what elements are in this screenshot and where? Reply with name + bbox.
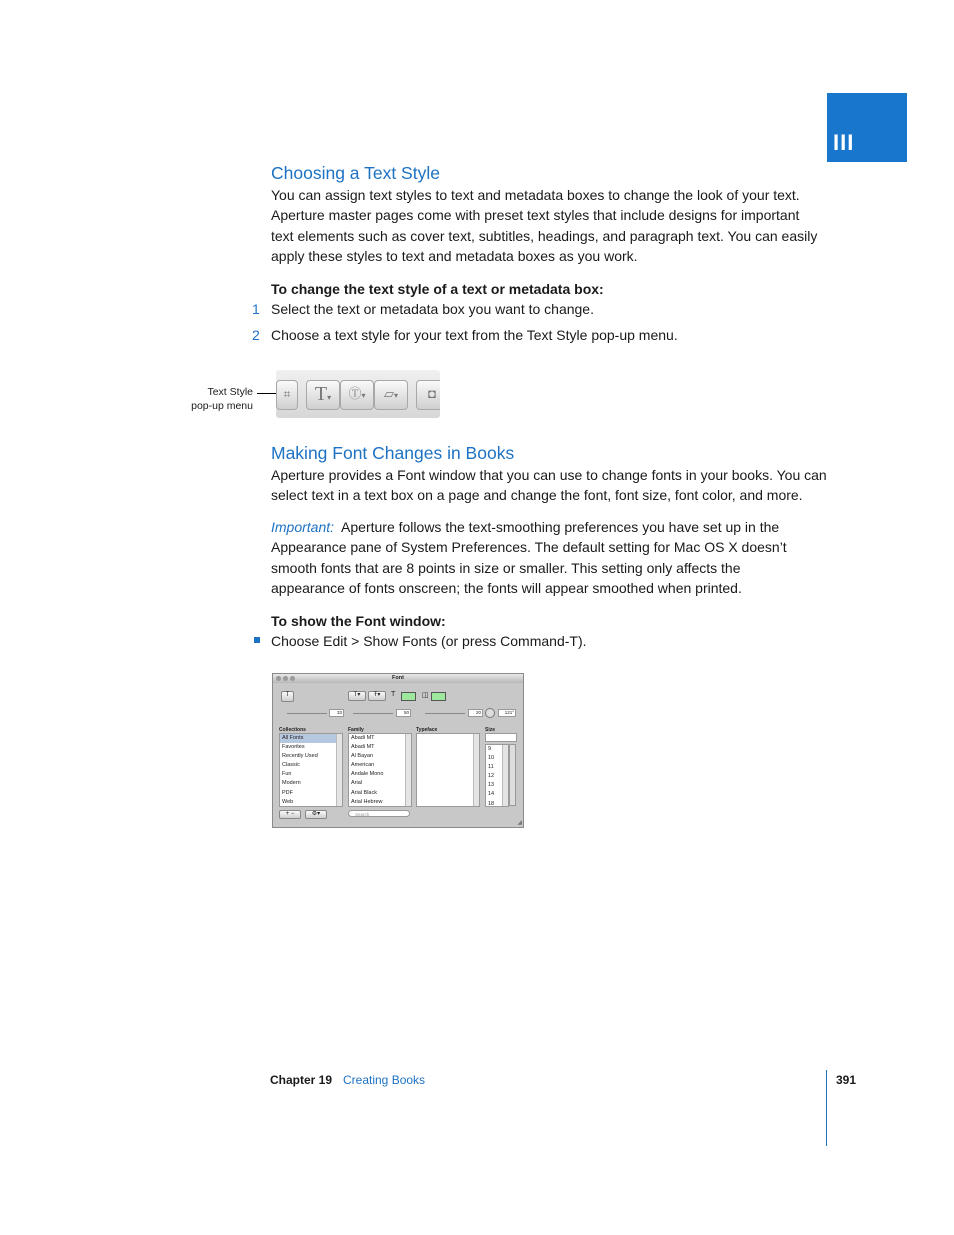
collections-list[interactable] xyxy=(279,733,343,807)
list-item[interactable]: 13 xyxy=(488,782,495,789)
list-item[interactable]: 9 xyxy=(488,746,492,752)
photo-box-icon[interactable]: ◘ xyxy=(416,380,440,410)
close-icon[interactable] xyxy=(276,676,281,681)
list-item[interactable]: 11 xyxy=(488,764,494,771)
paragraph-line: You can assign text styles to text and metadata boxes to change the look of your text. xyxy=(271,187,800,203)
paragraph-line: text elements such as cover text, subtitles, headings, and paragraph text. You can easily xyxy=(271,227,818,244)
scrollbar[interactable] xyxy=(336,734,342,806)
important-label: Important: xyxy=(271,519,335,535)
scrollbar[interactable] xyxy=(473,734,479,806)
list-item[interactable]: 18 xyxy=(488,800,495,807)
list-item[interactable]: PDF xyxy=(282,789,293,796)
shadow-angle-dial[interactable] xyxy=(485,708,495,718)
search-input[interactable]: Search xyxy=(348,810,410,817)
important-line: Aperture follows the text-smoothing preferences you have set up in the xyxy=(341,519,780,535)
list-item[interactable]: Favorites xyxy=(282,744,305,751)
shadow-blur-slider[interactable] xyxy=(353,713,393,714)
typeface-header: Typeface xyxy=(416,727,438,733)
shadow-offset-field[interactable]: 20 xyxy=(468,709,483,717)
minimize-icon[interactable] xyxy=(283,676,288,681)
zoom-icon[interactable] xyxy=(290,676,295,681)
font-window-titlebar xyxy=(273,674,523,683)
underline-popup-icon[interactable]: T▾ xyxy=(348,691,366,701)
step-text: Choose a text style for your text from the Text Style pop-up menu. xyxy=(271,327,678,343)
list-item[interactable]: 10 xyxy=(488,755,495,762)
action-menu-icon[interactable]: ⚙▾ xyxy=(305,810,327,819)
chapter-tab-label: III xyxy=(833,130,855,155)
size-list[interactable] xyxy=(485,744,509,807)
font-window xyxy=(272,673,524,828)
text-color-icon[interactable]: T xyxy=(391,691,396,698)
list-item[interactable]: Fun xyxy=(282,771,292,778)
list-item[interactable]: Abadi MT xyxy=(351,744,375,751)
family-list[interactable] xyxy=(348,733,412,807)
list-item[interactable]: 14 xyxy=(488,791,495,798)
document-color-icon[interactable]: ◫ xyxy=(422,692,429,699)
shadow-blur-field[interactable]: 50 xyxy=(396,709,411,717)
size-header: Size xyxy=(485,727,496,733)
text-box-icon[interactable]: ⌗ xyxy=(276,380,298,410)
text-style-popup-icon[interactable]: T▾ xyxy=(306,380,340,410)
text-shadow-icon[interactable]: T xyxy=(281,691,294,702)
shadow-angle-field[interactable]: 121° xyxy=(498,709,516,717)
image-box-icon[interactable]: ▱▾ xyxy=(374,380,408,410)
list-item[interactable]: Arial Hebrew xyxy=(351,798,383,805)
size-slider[interactable] xyxy=(509,744,516,806)
important-line: smooth fonts that are 8 points in size or smaller. This setting only affects the xyxy=(271,559,741,576)
family-header: Family xyxy=(348,727,364,733)
chapter-tab xyxy=(827,93,907,162)
strikethrough-popup-icon[interactable]: Ŧ▾ xyxy=(368,691,386,701)
document-color-swatch[interactable] xyxy=(431,692,446,701)
toolbar-screenshot xyxy=(276,370,440,418)
paragraph-line: select text in a text box on a page and change the font, font size, font color, and more. xyxy=(271,487,803,504)
paragraph-line: Aperture master pages come with preset text styles that include designs for important xyxy=(271,207,800,224)
list-item[interactable]: Modern xyxy=(282,780,301,787)
list-item[interactable]: Abadi MT xyxy=(351,735,375,741)
list-item[interactable]: Andale Mono xyxy=(351,771,384,778)
section-heading-font-changes: Making Font Changes in Books xyxy=(271,443,515,463)
list-item[interactable]: Arial xyxy=(351,780,363,787)
bullet-text: Choose Edit > Show Fonts (or press Command-T). xyxy=(271,633,587,649)
section2-paragraph xyxy=(271,465,831,506)
callout-label xyxy=(153,385,253,413)
shadow-opacity-slider[interactable] xyxy=(287,713,327,714)
resize-grip-icon[interactable]: ◢ xyxy=(517,820,522,826)
font-window-title: Font xyxy=(392,675,404,681)
callout-line: Text Style xyxy=(207,386,253,398)
paragraph-line: apply these styles to text and metadata boxes as you work. xyxy=(271,247,638,264)
metadata-style-icon[interactable]: Ⓣ▾ xyxy=(340,380,374,410)
important-line: appearance of fonts onscreen; the fonts will appear smoothed when printed. xyxy=(271,579,742,596)
list-item[interactable]: 12 xyxy=(488,773,495,780)
list-item[interactable]: Classic xyxy=(282,762,300,769)
typeface-list[interactable] xyxy=(416,733,480,807)
text-color-swatch[interactable] xyxy=(401,692,416,701)
important-line: Appearance pane of System Preferences. The default setting for Mac OS X doesn’t xyxy=(271,539,787,556)
list-item[interactable]: Al Bayan xyxy=(351,753,374,760)
bullet-icon xyxy=(254,637,260,643)
callout-line: pop-up menu xyxy=(191,400,253,412)
add-remove-collection-button[interactable]: + − xyxy=(279,810,301,819)
list-item[interactable]: Arial Black xyxy=(351,789,377,796)
shadow-opacity-field[interactable]: 33 xyxy=(329,709,344,717)
step-text: Select the text or metadata box you want to change. xyxy=(271,301,594,317)
page-number: 391 xyxy=(836,1073,857,1087)
list-item[interactable]: American xyxy=(351,762,375,769)
scrollbar[interactable] xyxy=(405,734,411,806)
list-item[interactable]: Web xyxy=(282,798,294,805)
scrollbar[interactable] xyxy=(502,745,508,806)
footer-chapter-title[interactable]: Creating Books xyxy=(343,1073,426,1087)
task-title: To show the Font window: xyxy=(271,613,446,629)
footer-chapter: Chapter 19 xyxy=(270,1073,333,1087)
step-number: 2 xyxy=(252,327,260,343)
paragraph-line: Aperture provides a Font window that you can use to change fonts in your books. You can xyxy=(271,467,827,483)
footer-divider xyxy=(826,1070,827,1146)
list-item[interactable]: All Fonts xyxy=(280,734,342,743)
section-heading-text-style: Choosing a Text Style xyxy=(271,163,440,183)
shadow-offset-slider[interactable] xyxy=(425,713,465,714)
task-title: To change the text style of a text or metadata box: xyxy=(271,281,604,297)
list-item[interactable]: Recently Used xyxy=(282,753,318,760)
important-note xyxy=(271,517,831,598)
collections-header: Collections xyxy=(279,727,306,733)
size-field[interactable] xyxy=(485,733,517,742)
step-number: 1 xyxy=(252,301,260,317)
section1-paragraph xyxy=(271,185,831,266)
